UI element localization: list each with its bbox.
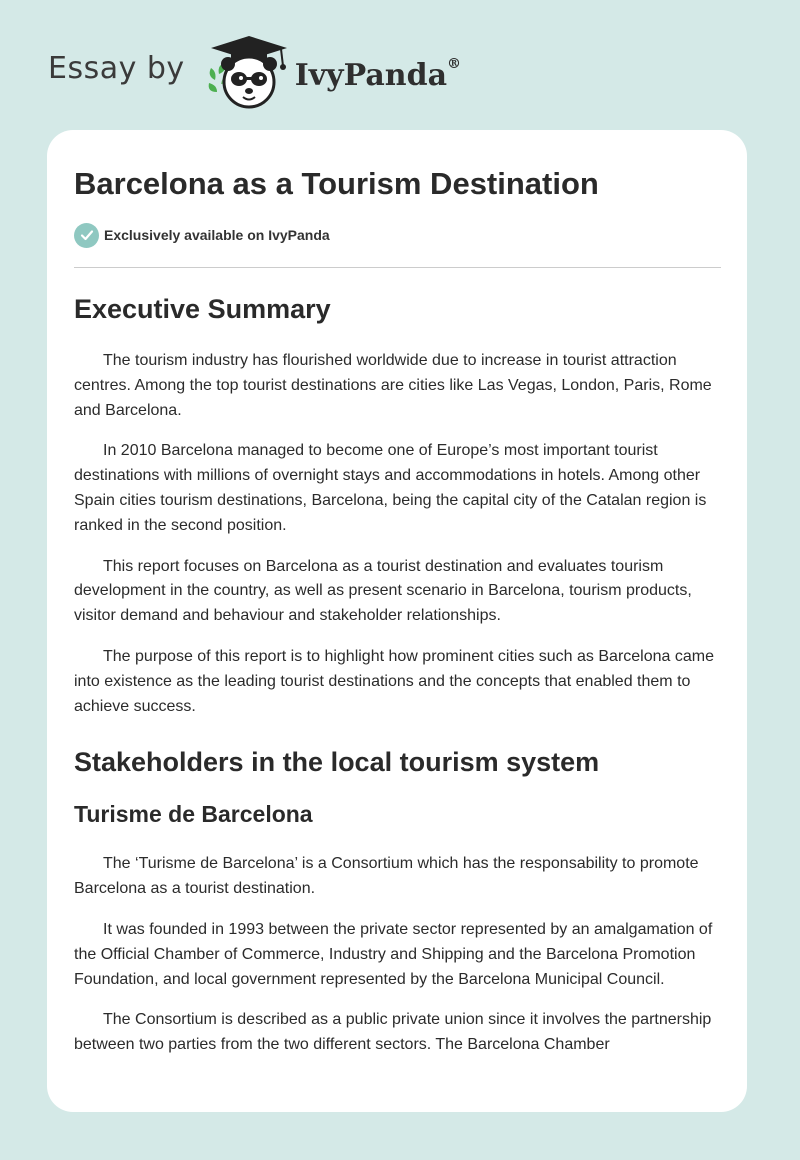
section-heading: Executive Summary: [74, 294, 331, 324]
check-circle-icon: [74, 223, 99, 248]
divider: [74, 267, 721, 268]
badge-text: Exclusively available on IvyPanda: [104, 227, 330, 243]
essay-by-label: Essay by: [48, 50, 185, 86]
exclusive-badge: [74, 221, 721, 249]
registered-mark: ®: [447, 55, 462, 72]
section-heading: Stakeholders in the local tourism system: [74, 747, 600, 778]
subsection-heading: Turisme de Barcelona: [74, 801, 313, 828]
page-title: Barcelona as a Tourism Destination: [74, 166, 599, 201]
essay-card: [47, 130, 747, 1112]
paragraph: The ‘Turisme de Barcelona’ is a Consortium which has the responsability to promote Barcelona as a tourist destination.: [74, 855, 699, 898]
paragraph: The tourism industry has flourished worldwide due to increase in tourist attraction centres. Among the top tourist destinations are cities like Las Vegas, London, Paris, Rome and Barcelona.: [74, 352, 712, 419]
paragraph: It was founded in 1993 between the private sector represented by an amalgamation of the Official Chamber of Commerce, Industry and Shipping and the Barcelona Promotion Foundation, and local government represented by the Barcelona Municipal Council.: [74, 920, 713, 988]
panda-logo-icon[interactable]: [201, 34, 291, 110]
paragraph: This report focuses on Barcelona as a tourist destination and evaluates tourism development in the country, as well as present scenario in Barcelona, tourism products, visitor demand and behaviour and stakeholder relationships.: [74, 557, 692, 625]
paragraph: The purpose of this report is to highlight how prominent cities such as Barcelona came into existence as the leading tourist destinations and the concepts that enabled them to achieve success.: [74, 647, 714, 715]
paragraph: The Consortium is described as a public private union since it involves the partnership between two parties from the two different sectors. The Barcelona Chamber: [74, 1011, 712, 1054]
brand-name[interactable]: IvyPanda®: [294, 55, 462, 93]
paragraph: In 2010 Barcelona managed to become one of Europe’s most important tourist destinations with millions of overnight stays and accommodations in hotels. Among other Spain cities tourism destinations, Barcelona, being the capital city of the Catalan region is ranked in the second position.: [74, 442, 707, 534]
site-header: [48, 34, 508, 110]
